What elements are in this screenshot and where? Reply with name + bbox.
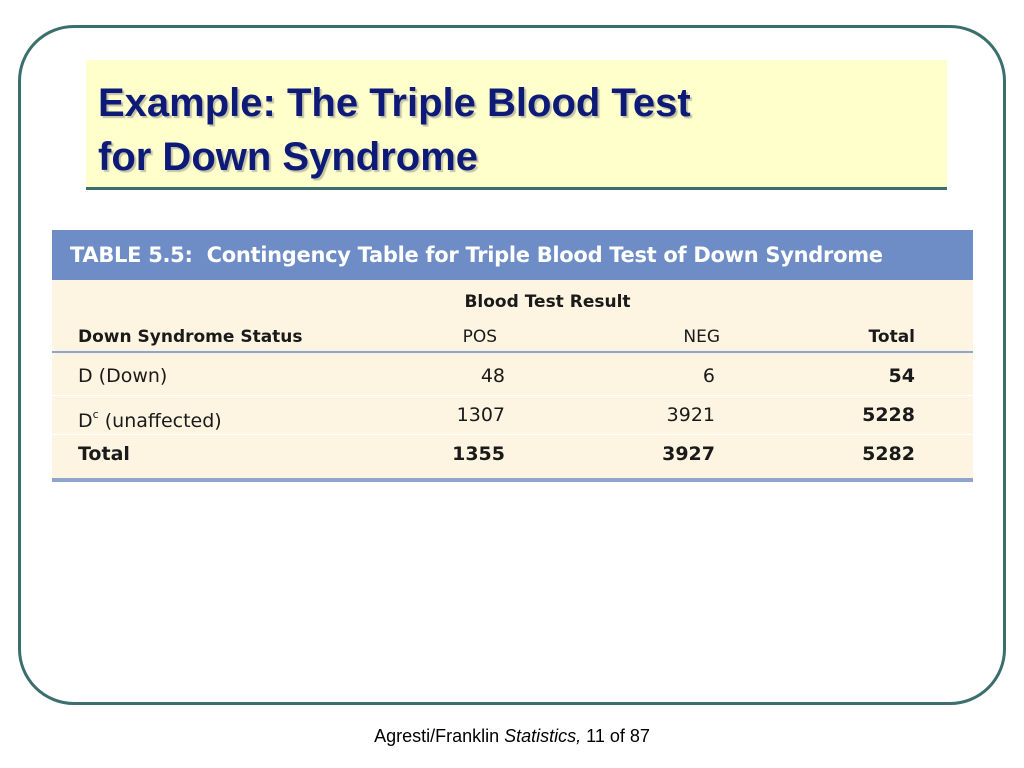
column-header-neg: NEG — [683, 327, 720, 347]
column-header-total: Total — [868, 327, 915, 347]
cell-total: 5282 — [862, 443, 915, 465]
cell-neg: 3921 — [666, 404, 715, 426]
footer-book-title: Statistics, — [504, 726, 582, 746]
cell-pos: 1355 — [452, 443, 505, 465]
column-header-status: Down Syndrome Status — [78, 327, 303, 347]
title-box — [86, 60, 947, 190]
cell-total: 54 — [888, 365, 915, 387]
slide-title — [98, 76, 691, 184]
cell-total: 5228 — [862, 404, 915, 426]
slide-title-line-2: for Down Syndrome — [98, 135, 479, 179]
slide-title-line-1: Example: The Triple Blood Test — [98, 81, 691, 125]
row-label: D (Down) — [78, 365, 168, 387]
row-label-rest: (unaffected) — [98, 410, 222, 432]
table-caption-label: TABLE 5.5: — [70, 243, 193, 267]
group-header-label: Blood Test Result — [464, 292, 631, 312]
row-label-superscript: c — [92, 408, 99, 421]
footer-page-number: 11 of 87 — [581, 726, 650, 746]
table-row — [52, 357, 973, 395]
row-label: Total — [78, 443, 130, 465]
contingency-table — [52, 230, 973, 480]
footer-authors: Agresti/Franklin — [374, 726, 505, 746]
table-row — [52, 435, 973, 473]
group-header — [52, 292, 973, 312]
table-row — [52, 396, 973, 434]
header-divider — [52, 351, 973, 353]
cell-pos: 1307 — [456, 404, 505, 426]
column-header-pos: POS — [462, 327, 497, 347]
cell-pos: 48 — [480, 365, 505, 387]
row-label — [78, 396, 222, 434]
table-caption — [52, 230, 973, 280]
table-bottom-border — [52, 478, 973, 482]
slide-footer — [0, 726, 1024, 747]
row-label-main: D — [78, 410, 93, 432]
cell-neg: 6 — [702, 365, 715, 387]
table-caption-text: Contingency Table for Triple Blood Test of Down Syndrome — [206, 243, 883, 267]
cell-neg: 3927 — [662, 443, 715, 465]
